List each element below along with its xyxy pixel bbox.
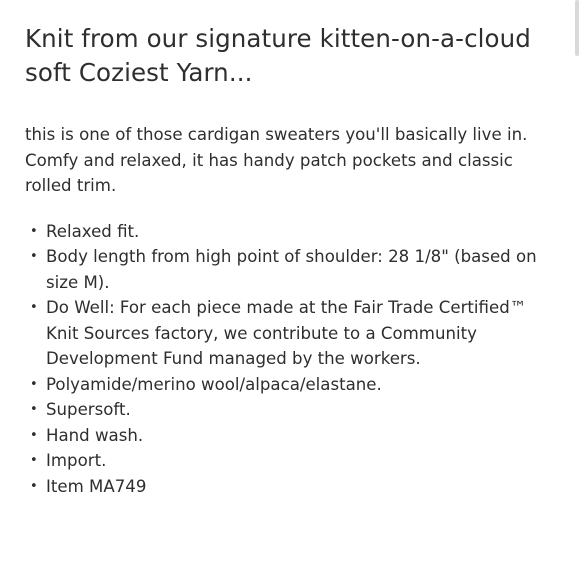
feature-text: Polyamide/merino wool/alpaca/elastane. [46,374,382,394]
scrollbar-thumb[interactable] [575,0,579,56]
feature-text: Body length from high point of shoulder: 28 1/8" (based on size M). [46,247,537,292]
bullet-icon: • [30,402,38,417]
bullet-icon: • [30,300,38,315]
bullet-icon: • [30,427,38,443]
bullet-icon: • [30,249,38,264]
feature-text: Relaxed fit. [46,221,140,241]
list-item [25,372,555,398]
bullet-icon: • [30,223,38,239]
list-item [25,474,555,500]
bullet-icon: • [30,453,38,468]
list-item [25,397,555,423]
product-headline: Knit from our signature kitten-on-a-cloud soft Coziest Yarn... [25,24,531,87]
feature-text: Do Well: For each piece made at the Fair Trade Certified™ Knit Sources factory, we contribute to a Community Development Fund managed by the workers. [46,298,527,368]
list-item [25,244,555,295]
product-description: this is one of those cardigan sweaters you'll basically live in. Comfy and relaxed, it has handy patch pockets and classic rolled trim. [25,125,528,195]
feature-text: Hand wash. [46,425,144,445]
product-details [25,22,555,499]
list-item [25,423,555,449]
feature-text: Item MA749 [46,476,147,496]
list-item [25,219,555,245]
scrollbar[interactable] [574,0,580,580]
list-item [25,295,555,372]
bullet-icon: • [30,376,38,392]
bullet-icon: • [30,478,38,494]
feature-text: Import. [46,451,107,470]
list-item [25,448,555,474]
feature-list [25,219,555,500]
feature-text: Supersoft. [46,400,131,419]
